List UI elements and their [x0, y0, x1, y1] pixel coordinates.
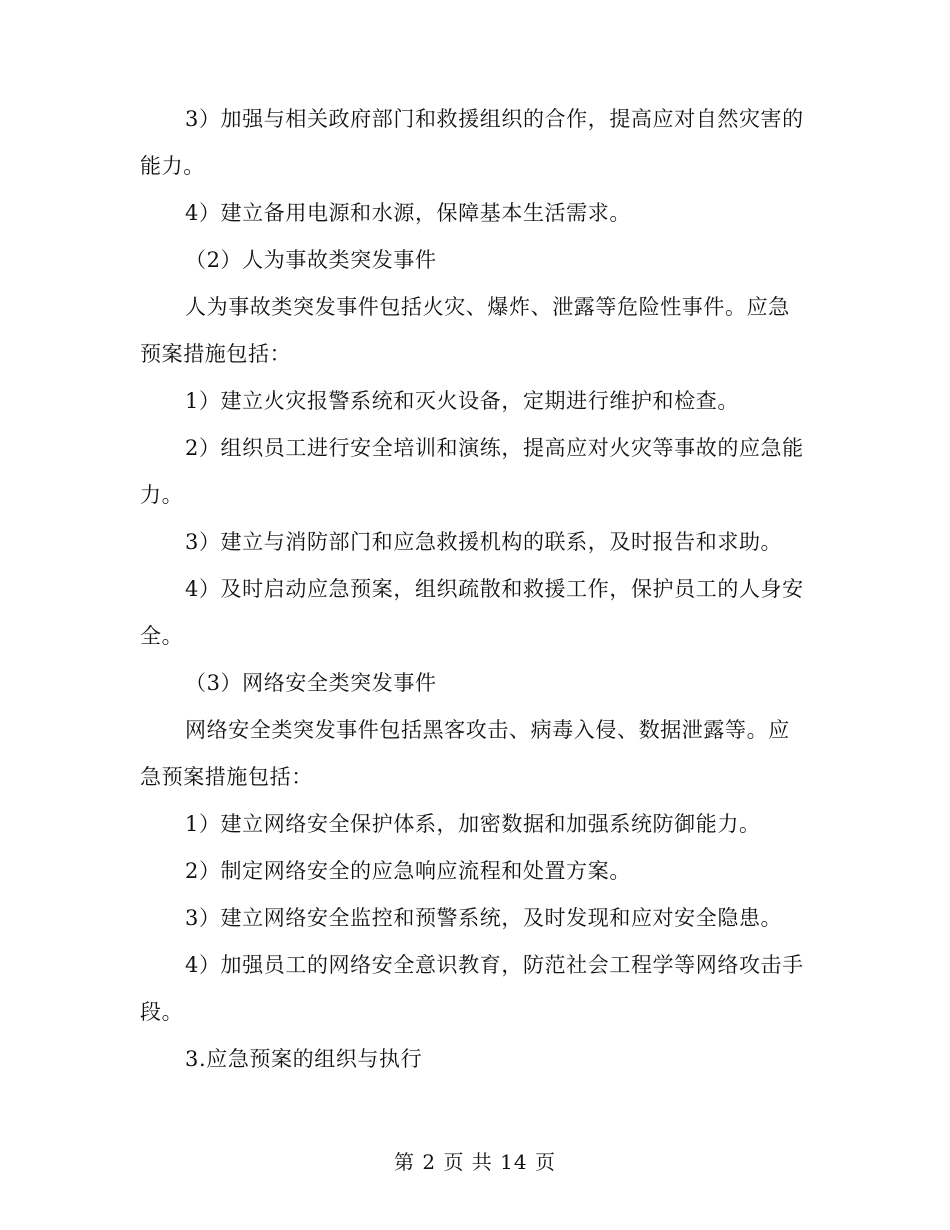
list-item-1-security-system: 1）建立网络安全保护体系，加密数据和加强系统防御能力。: [185, 812, 761, 836]
list-item-3-disaster-cooperation: 3）加强与相关政府部门和救援组织的合作，提高应对自然灾害的能力。: [140, 107, 804, 178]
list-item-3-monitoring: 3）建立网络安全监控和预警系统，及时发现和应对安全隐患。: [185, 906, 783, 930]
list-item-1-fire-alarm: 1）建立火灾报警系统和灭火设备，定期进行维护和检查。: [185, 389, 739, 413]
list-item-4-backup-power-water: 4）建立备用电源和水源，保障基本生活需求。: [185, 201, 631, 225]
page-number-footer: 第 2 页 共 14 页: [394, 1150, 556, 1174]
list-item-4-evacuation: 4）及时启动应急预案，组织疏散和救援工作，保护员工的人身安全。: [140, 577, 804, 648]
paragraph-network-security-intro: 网络安全类突发事件包括黑客攻击、病毒入侵、数据泄露等。应急预案措施包括：: [140, 718, 790, 789]
section-heading-network-security: （3）网络安全类突发事件: [185, 671, 437, 695]
section-heading-plan-execution: 3.应急预案的组织与执行: [185, 1047, 423, 1071]
document-body: [140, 96, 810, 1083]
list-item-3-fire-department-contact: 3）建立与消防部门和应急救援机构的联系，及时报告和求助。: [185, 530, 783, 554]
list-item-2-response-process: 2）制定网络安全的应急响应流程和处置方案。: [185, 859, 631, 883]
section-heading-man-made-accidents: （2）人为事故类突发事件: [185, 248, 437, 272]
paragraph-man-made-accidents-intro: 人为事故类突发事件包括火灾、爆炸、泄露等危险性事件。应急预案措施包括：: [140, 295, 790, 366]
list-item-2-safety-training: 2）组织员工进行安全培训和演练，提高应对火灾等事故的应急能力。: [140, 436, 804, 507]
list-item-4-awareness-education: 4）加强员工的网络安全意识教育，防范社会工程学等网络攻击手段。: [140, 953, 804, 1024]
